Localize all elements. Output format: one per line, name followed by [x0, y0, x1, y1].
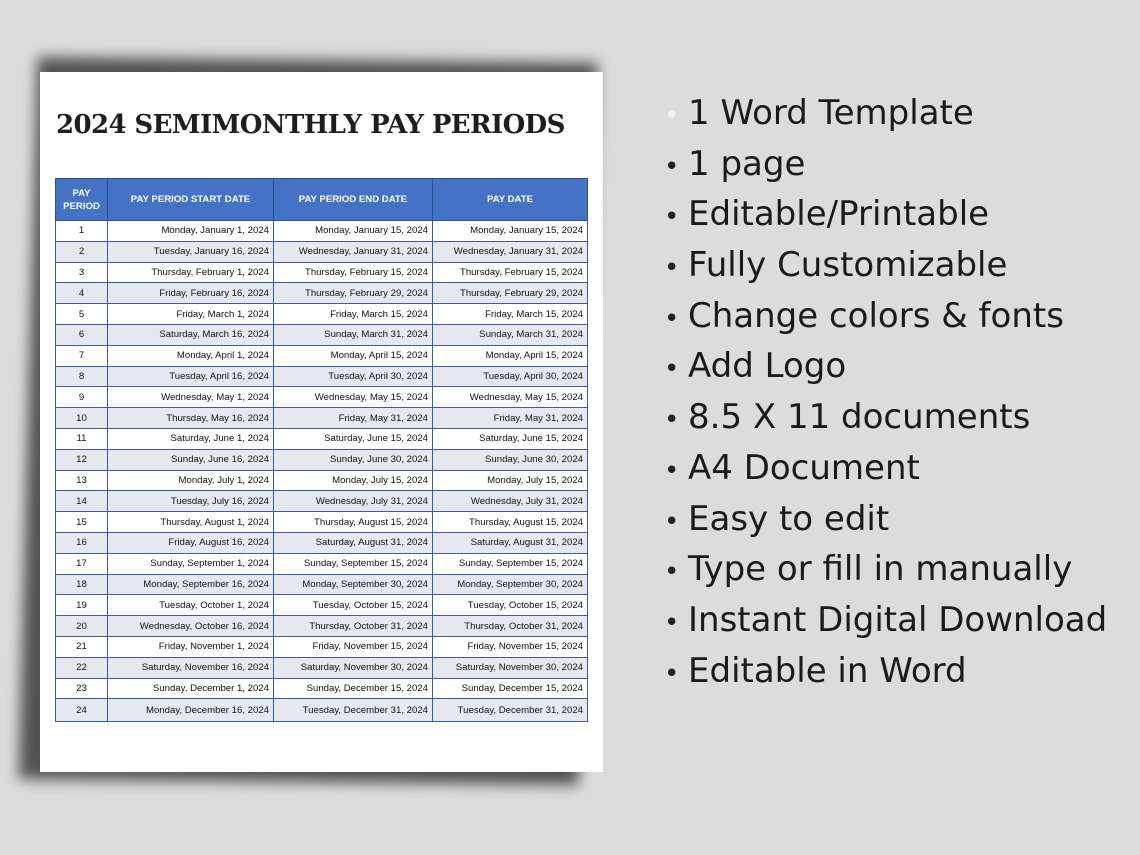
- table-row: [56, 636, 588, 657]
- cell-start-date: Monday, September 16, 2024: [108, 574, 274, 595]
- cell-pay-date: Monday, January 15, 2024: [433, 221, 588, 242]
- feature-item: [664, 544, 1107, 595]
- cell-pay-date: Tuesday, October 15, 2024: [433, 595, 588, 616]
- table-row: [56, 366, 588, 387]
- cell-start-date: Monday, April 1, 2024: [108, 345, 274, 366]
- cell-start-date: Saturday, June 1, 2024: [108, 428, 274, 449]
- cell-pay-period: 2: [56, 241, 108, 262]
- document-page: [40, 72, 603, 772]
- cell-pay-period: 21: [56, 636, 108, 657]
- document-title: 2024 SEMIMONTHLY PAY PERIODS: [56, 110, 565, 140]
- column-header-pay-period: PAY PERIOD: [56, 179, 108, 221]
- cell-pay-period: 16: [56, 532, 108, 553]
- cell-pay-date: Thursday, February 15, 2024: [433, 262, 588, 283]
- cell-start-date: Friday, August 16, 2024: [108, 532, 274, 553]
- cell-start-date: Thursday, February 1, 2024: [108, 262, 274, 283]
- cell-start-date: Friday, February 16, 2024: [108, 283, 274, 304]
- cell-pay-period: 20: [56, 616, 108, 637]
- feature-item: [664, 291, 1107, 342]
- table-row: [56, 345, 588, 366]
- cell-start-date: Sunday, June 16, 2024: [108, 449, 274, 470]
- cell-end-date: Monday, April 15, 2024: [274, 345, 433, 366]
- table-row: [56, 221, 588, 242]
- cell-pay-date: Sunday, June 30, 2024: [433, 449, 588, 470]
- cell-pay-date: Saturday, August 31, 2024: [433, 532, 588, 553]
- bullet-icon: •: [664, 557, 680, 588]
- cell-pay-date: Wednesday, January 31, 2024: [433, 241, 588, 262]
- cell-start-date: Sunday, September 1, 2024: [108, 553, 274, 574]
- cell-pay-date: Thursday, February 29, 2024: [433, 283, 588, 304]
- cell-pay-date: Saturday, November 30, 2024: [433, 657, 588, 678]
- feature-text: Editable in Word: [688, 650, 967, 691]
- cell-end-date: Monday, January 15, 2024: [274, 221, 433, 242]
- table-row: [56, 408, 588, 429]
- cell-end-date: Sunday, September 15, 2024: [274, 553, 433, 574]
- bullet-icon: •: [664, 101, 680, 131]
- column-header-end-date: PAY PERIOD END DATE: [274, 179, 433, 221]
- feature-text: Easy to edit: [688, 498, 890, 539]
- cell-start-date: Tuesday, January 16, 2024: [108, 241, 274, 262]
- cell-pay-period: 13: [56, 470, 108, 491]
- cell-end-date: Thursday, February 15, 2024: [274, 262, 433, 283]
- cell-pay-period: 9: [56, 387, 108, 408]
- table-row: [56, 283, 588, 304]
- feature-text: 8.5 X 11 documents: [688, 397, 1031, 438]
- feature-item: [664, 189, 1107, 240]
- feature-item: [664, 341, 1107, 392]
- feature-text: Add Logo: [688, 346, 847, 387]
- cell-start-date: Friday, March 1, 2024: [108, 304, 274, 325]
- cell-end-date: Saturday, November 30, 2024: [274, 657, 433, 678]
- cell-end-date: Thursday, February 29, 2024: [274, 283, 433, 304]
- cell-pay-period: 23: [56, 678, 108, 699]
- cell-pay-date: Friday, November 15, 2024: [433, 636, 588, 657]
- cell-pay-date: Sunday, March 31, 2024: [433, 324, 588, 345]
- feature-text: Type or fill in manually: [688, 549, 1073, 590]
- feature-item: [664, 392, 1107, 443]
- cell-end-date: Tuesday, December 31, 2024: [274, 699, 433, 722]
- table-row: [56, 470, 588, 491]
- cell-end-date: Thursday, August 15, 2024: [274, 512, 433, 533]
- feature-text: Change colors & fonts: [688, 295, 1064, 336]
- table-row: [56, 657, 588, 678]
- table-row: [56, 449, 588, 470]
- table-row: [56, 553, 588, 574]
- feature-list: [664, 88, 1107, 696]
- cell-pay-period: 18: [56, 574, 108, 595]
- cell-start-date: Thursday, May 16, 2024: [108, 408, 274, 429]
- cell-end-date: Wednesday, July 31, 2024: [274, 491, 433, 512]
- cell-start-date: Wednesday, May 1, 2024: [108, 387, 274, 408]
- cell-pay-period: 12: [56, 449, 108, 470]
- feature-item: [664, 646, 1107, 697]
- column-header-start-date: PAY PERIOD START DATE: [108, 179, 274, 221]
- cell-end-date: Wednesday, May 15, 2024: [274, 387, 433, 408]
- cell-pay-date: Thursday, October 31, 2024: [433, 616, 588, 637]
- cell-pay-period: 11: [56, 428, 108, 449]
- cell-end-date: Monday, September 30, 2024: [274, 574, 433, 595]
- feature-item: [664, 595, 1107, 646]
- cell-end-date: Friday, March 15, 2024: [274, 304, 433, 325]
- cell-end-date: Friday, November 15, 2024: [274, 636, 433, 657]
- table-row: [56, 595, 588, 616]
- cell-pay-period: 3: [56, 262, 108, 283]
- cell-start-date: Tuesday, April 16, 2024: [108, 366, 274, 387]
- bullet-icon: •: [664, 354, 680, 385]
- cell-end-date: Friday, May 31, 2024: [274, 408, 433, 429]
- table-row: [56, 512, 588, 533]
- cell-pay-period: 8: [56, 366, 108, 387]
- bullet-icon: •: [664, 658, 680, 689]
- cell-pay-date: Thursday, August 15, 2024: [433, 512, 588, 533]
- table-row: [56, 241, 588, 262]
- feature-item: [664, 139, 1107, 190]
- cell-end-date: Tuesday, October 15, 2024: [274, 595, 433, 616]
- cell-pay-date: Saturday, June 15, 2024: [433, 428, 588, 449]
- cell-start-date: Wednesday, October 16, 2024: [108, 616, 274, 637]
- table-row: [56, 616, 588, 637]
- cell-start-date: Thursday, August 1, 2024: [108, 512, 274, 533]
- cell-end-date: Monday, July 15, 2024: [274, 470, 433, 491]
- feature-item: [664, 240, 1107, 291]
- cell-start-date: Monday, July 1, 2024: [108, 470, 274, 491]
- feature-text: 1 Word Template: [688, 93, 974, 133]
- feature-item: [664, 88, 1107, 139]
- bullet-icon: •: [664, 455, 680, 486]
- cell-pay-period: 7: [56, 345, 108, 366]
- cell-start-date: Monday, December 16, 2024: [108, 699, 274, 722]
- cell-end-date: Saturday, June 15, 2024: [274, 428, 433, 449]
- cell-start-date: Friday, November 1, 2024: [108, 636, 274, 657]
- bullet-icon: •: [664, 405, 680, 436]
- cell-start-date: Tuesday, October 1, 2024: [108, 595, 274, 616]
- cell-pay-period: 10: [56, 408, 108, 429]
- cell-pay-date: Tuesday, April 30, 2024: [433, 366, 588, 387]
- cell-pay-date: Friday, May 31, 2024: [433, 408, 588, 429]
- table-header-row: [56, 179, 588, 221]
- bullet-icon: •: [664, 202, 680, 233]
- cell-pay-date: Tuesday, December 31, 2024: [433, 699, 588, 722]
- cell-pay-period: 5: [56, 304, 108, 325]
- bullet-icon: •: [664, 607, 680, 638]
- cell-pay-date: Monday, September 30, 2024: [433, 574, 588, 595]
- bullet-icon: •: [664, 506, 680, 537]
- column-header-pay-date: PAY DATE: [433, 179, 588, 221]
- bullet-icon: •: [664, 253, 680, 284]
- feature-text: Instant Digital Download: [688, 599, 1108, 640]
- table-row: [56, 699, 588, 722]
- table-row: [56, 324, 588, 345]
- cell-end-date: Sunday, December 15, 2024: [274, 678, 433, 699]
- cell-pay-period: 15: [56, 512, 108, 533]
- feature-text: Fully Customizable: [688, 245, 1008, 286]
- cell-end-date: Saturday, August 31, 2024: [274, 532, 433, 553]
- cell-start-date: Saturday, November 16, 2024: [108, 657, 274, 678]
- cell-start-date: Monday, January 1, 2024: [108, 221, 274, 242]
- cell-pay-date: Wednesday, July 31, 2024: [433, 491, 588, 512]
- cell-pay-date: Monday, July 15, 2024: [433, 470, 588, 491]
- cell-pay-date: Wednesday, May 15, 2024: [433, 387, 588, 408]
- table-row: [56, 532, 588, 553]
- table-row: [56, 387, 588, 408]
- cell-end-date: Sunday, June 30, 2024: [274, 449, 433, 470]
- cell-pay-period: 14: [56, 491, 108, 512]
- cell-end-date: Tuesday, April 30, 2024: [274, 366, 433, 387]
- feature-text: A4 Document: [688, 447, 920, 488]
- cell-start-date: Sunday, December 1, 2024: [108, 678, 274, 699]
- cell-pay-period: 24: [56, 699, 108, 722]
- cell-pay-period: 19: [56, 595, 108, 616]
- table-row: [56, 262, 588, 283]
- feature-text: 1 page: [688, 143, 806, 184]
- table-row: [56, 304, 588, 325]
- pay-periods-table: [55, 178, 588, 722]
- cell-pay-date: Sunday, December 15, 2024: [433, 678, 588, 699]
- cell-pay-period: 22: [56, 657, 108, 678]
- bullet-icon: •: [664, 303, 680, 334]
- feature-item: [664, 494, 1107, 545]
- cell-pay-date: Monday, April 15, 2024: [433, 345, 588, 366]
- table-row: [56, 428, 588, 449]
- table-row: [56, 491, 588, 512]
- cell-pay-period: 17: [56, 553, 108, 574]
- cell-end-date: Thursday, October 31, 2024: [274, 616, 433, 637]
- bullet-icon: •: [664, 151, 680, 182]
- cell-start-date: Tuesday, July 16, 2024: [108, 491, 274, 512]
- cell-pay-period: 4: [56, 283, 108, 304]
- cell-pay-date: Sunday, September 15, 2024: [433, 553, 588, 574]
- cell-start-date: Saturday, March 16, 2024: [108, 324, 274, 345]
- cell-pay-period: 6: [56, 324, 108, 345]
- table-row: [56, 574, 588, 595]
- cell-pay-period: 1: [56, 221, 108, 242]
- feature-item: [664, 443, 1107, 494]
- table-row: [56, 678, 588, 699]
- cell-end-date: Sunday, March 31, 2024: [274, 324, 433, 345]
- cell-pay-date: Friday, March 15, 2024: [433, 304, 588, 325]
- cell-end-date: Wednesday, January 31, 2024: [274, 241, 433, 262]
- feature-text: Editable/Printable: [688, 194, 990, 235]
